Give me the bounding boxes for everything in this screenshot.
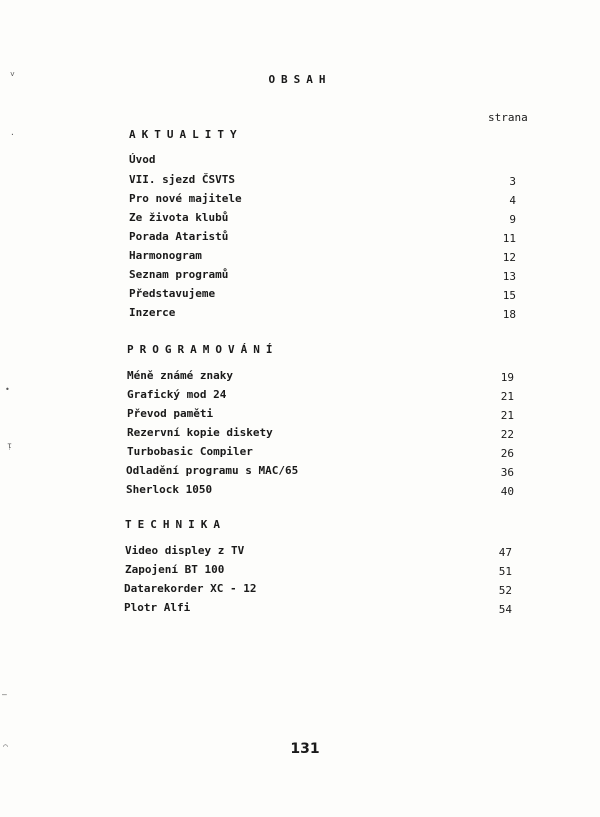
section-heading-programovani: PROGRAMOVÁNÍ xyxy=(127,343,279,356)
toc-entry-label: Rezervní kopie diskety xyxy=(127,426,273,439)
toc-entry-label: Plotr Alfi xyxy=(124,601,191,614)
toc-entry-label: Datarekorder XC - 12 xyxy=(124,582,257,595)
scan-mark: • xyxy=(5,385,10,394)
toc-entry-page: 12 xyxy=(502,251,516,264)
toc-entry-label: Převod paměti xyxy=(127,407,214,420)
section-heading-technika: TECHNIKA xyxy=(125,518,226,531)
toc-entry-label: Seznam programů xyxy=(129,268,229,281)
toc-entry-page: 4 xyxy=(509,194,516,207)
toc-entry-page: 11 xyxy=(502,232,516,245)
toc-entry-page: 9 xyxy=(509,213,516,226)
toc-entry-page: 22 xyxy=(500,428,514,441)
toc-entry-label: Porada Ataristů xyxy=(129,230,229,243)
toc-entry-page: 18 xyxy=(502,308,516,321)
scan-mark: — xyxy=(2,690,7,699)
page-number: 131 xyxy=(290,741,320,757)
toc-entry-page: 54 xyxy=(498,603,512,616)
toc-entry-label: Grafický mod 24 xyxy=(127,388,227,401)
toc-entry-label: Sherlock 1050 xyxy=(126,483,213,496)
toc-entry-page: 15 xyxy=(502,289,516,302)
scan-mark: ◠ xyxy=(3,742,8,751)
toc-entry-label: Méně známé znaky xyxy=(127,369,233,382)
toc-entry-label: Představujeme xyxy=(129,287,216,300)
scan-mark: · xyxy=(10,130,15,139)
scan-mark: ᴉ xyxy=(7,441,12,450)
toc-entry-page: 40 xyxy=(500,485,514,498)
toc-entry-page: 51 xyxy=(498,565,512,578)
toc-entry-page: 13 xyxy=(502,270,516,283)
toc-entry-label: Úvod xyxy=(129,153,156,166)
scan-mark: ˅ xyxy=(10,70,15,79)
toc-entry-page: 47 xyxy=(498,546,512,559)
toc-entry-page: 19 xyxy=(500,371,514,384)
page-column-label: strana xyxy=(488,111,528,124)
toc-entry-label: VII. sjezd ČSVTS xyxy=(129,173,235,186)
section-heading-aktuality: AKTUALITY xyxy=(129,128,243,141)
toc-entry-page: 52 xyxy=(498,584,512,597)
toc-entry-label: Ze života klubů xyxy=(129,211,229,224)
toc-entry-page: 21 xyxy=(500,390,514,403)
toc-entry-label: Inzerce xyxy=(129,306,176,319)
toc-entry-label: Harmonogram xyxy=(129,249,202,262)
toc-entry-label: Pro nové majitele xyxy=(129,192,242,205)
toc-entry-label: Turbobasic Compiler xyxy=(127,445,253,458)
toc-entry-page: 21 xyxy=(500,409,514,422)
toc-entry-label: Video displey z TV xyxy=(125,544,245,557)
page-title: OBSAH xyxy=(268,73,332,86)
toc-entry-page: 36 xyxy=(500,466,514,479)
toc-entry-page: 26 xyxy=(500,447,514,460)
toc-entry-label: Odladění programu s MAC/65 xyxy=(126,464,299,477)
toc-entry-page: 3 xyxy=(509,175,516,188)
toc-entry-label: Zapojení BT 100 xyxy=(125,563,225,576)
